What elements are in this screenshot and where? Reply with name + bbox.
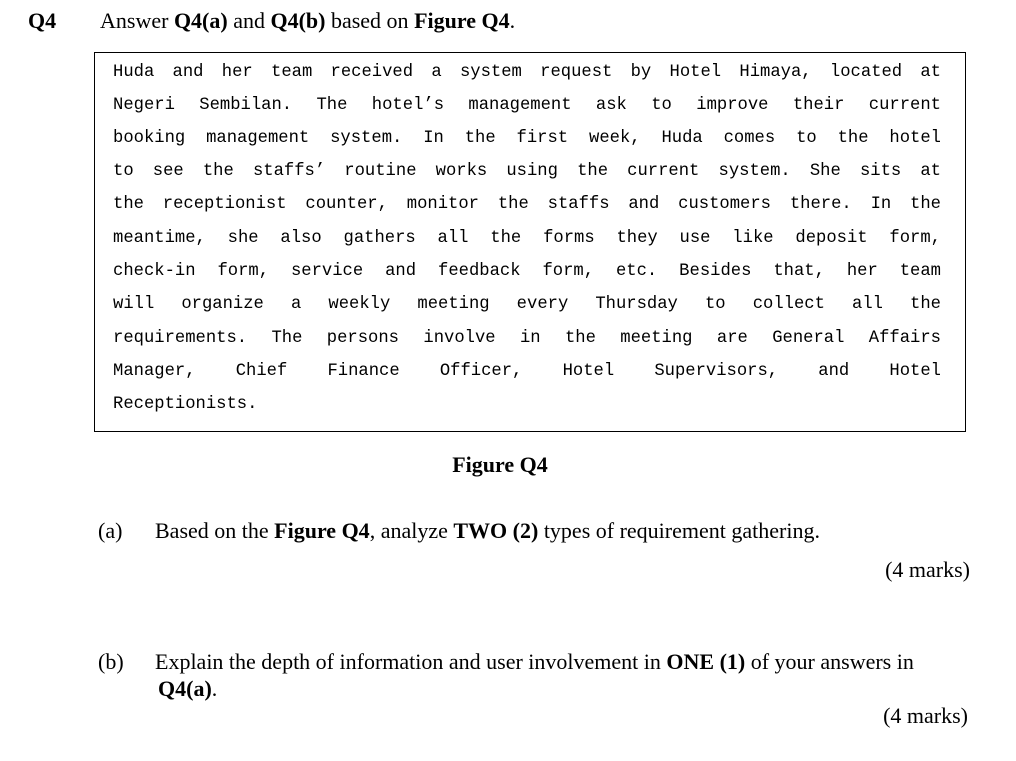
part-a-ref-figure: Figure Q4 xyxy=(274,518,370,543)
part-a-count: TWO (2) xyxy=(453,518,539,543)
instruction-ref-q4a: Q4(a) xyxy=(173,8,228,33)
part-b-text-line2 xyxy=(158,676,217,702)
part-a-text-3: types of requirement gathering. xyxy=(538,518,820,543)
scenario-line: will organize a weekly meeting every Thursday to collect all the xyxy=(113,295,941,314)
part-a-text-2: , analyze xyxy=(369,518,454,543)
instruction-text-3: based on xyxy=(325,8,415,33)
instruction-text-4: . xyxy=(509,8,516,33)
part-a-text-1: Based on the xyxy=(155,518,275,543)
part-b-marks: (4 marks) xyxy=(883,703,968,728)
question-instruction xyxy=(100,8,515,34)
scenario-line: to see the staffs’ routine works using the current system. She sits at xyxy=(113,162,941,181)
instruction-text-1: Answer xyxy=(100,8,174,33)
scenario-line: meantime, she also gathers all the forms they use like deposit form, xyxy=(113,229,941,248)
part-a-marks: (4 marks) xyxy=(885,557,970,582)
scenario-line: Huda and her team received a system request by Hotel Himaya, located at xyxy=(113,63,941,82)
part-b-text-3: . xyxy=(211,676,218,701)
scenario-box xyxy=(94,52,966,432)
instruction-ref-q4b: Q4(b) xyxy=(270,8,326,33)
scenario-line: Receptionists. xyxy=(113,395,258,414)
scenario-line: requirements. The persons involve in the meeting are General Affairs xyxy=(113,329,941,348)
part-b-count: ONE (1) xyxy=(666,649,746,674)
part-b-ref-q4a: Q4(a) xyxy=(158,676,212,701)
scenario-line: Negeri Sembilan. The hotel’s management ask to improve their current xyxy=(113,96,941,115)
scenario-line: the receptionist counter, monitor the staffs and customers there. In the xyxy=(113,195,941,214)
part-b-label: (b) xyxy=(98,649,124,674)
part-a-label: (a) xyxy=(98,518,123,543)
question-number: Q4 xyxy=(28,8,57,33)
scenario-line: Manager, Chief Finance Officer, Hotel Supervisors, and Hotel xyxy=(113,362,941,381)
scenario-line: check-in form, service and feedback form, etc. Besides that, her team xyxy=(113,262,941,281)
figure-caption: Figure Q4 xyxy=(452,452,548,477)
scenario-line: booking management system. In the first week, Huda comes to the hotel xyxy=(113,129,941,148)
part-b-text-1: Explain the depth of information and user involvement in xyxy=(155,649,667,674)
part-b-text-2: of your answers in xyxy=(745,649,914,674)
part-b-text-line1 xyxy=(155,649,914,675)
part-a-text xyxy=(155,518,820,544)
instruction-ref-figure: Figure Q4 xyxy=(414,8,510,33)
instruction-text-2: and xyxy=(227,8,271,33)
